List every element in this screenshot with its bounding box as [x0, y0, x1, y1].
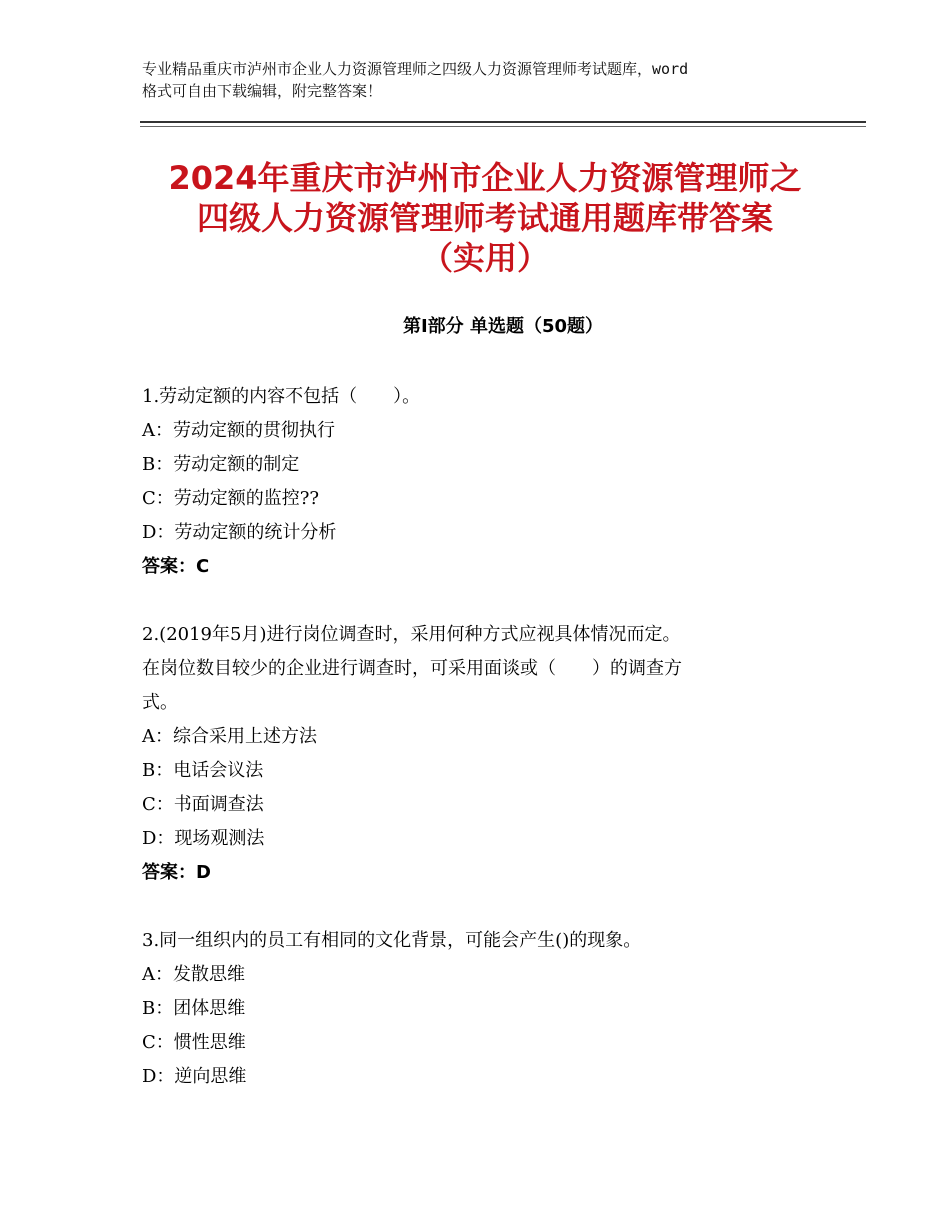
option-b: B：劳动定额的制定 — [142, 454, 300, 475]
document-title — [100, 158, 870, 278]
document-title-line: 2024年重庆市泸州市企业人力资源管理师之 — [168, 159, 802, 197]
answer: 答案：C — [142, 556, 210, 577]
option-a: A：发散思维 — [142, 964, 245, 985]
option-d: D：逆向思维 — [142, 1066, 247, 1087]
question-text: 式。 — [142, 692, 178, 713]
option-d: D：现场观测法 — [142, 828, 265, 849]
option-b: B：团体思维 — [142, 998, 246, 1019]
option-d: D：劳动定额的统计分析 — [142, 522, 337, 543]
section-title: 第Ⅰ部分 单选题（50题） — [402, 316, 603, 337]
option-a: A：劳动定额的贯彻执行 — [142, 420, 335, 441]
question-2 — [142, 618, 842, 890]
header-divider-thin — [140, 126, 866, 127]
document-title-line: 四级人力资源管理师考试通用题库带答案 — [196, 199, 773, 237]
option-c: C：书面调查法 — [142, 794, 264, 815]
question-3 — [142, 924, 842, 1094]
question-1 — [142, 380, 842, 584]
header-note-line: 格式可自由下载编辑，附完整答案！ — [142, 82, 383, 100]
option-a: A：综合采用上述方法 — [142, 726, 317, 747]
answer: 答案：D — [142, 862, 211, 883]
header-divider-thick — [140, 121, 866, 123]
question-text: 1.劳动定额的内容不包括（ ）。 — [142, 386, 421, 407]
option-c: C：劳动定额的监控?? — [142, 488, 320, 509]
header-note-line: 专业精品重庆市泸州市企业人力资源管理师之四级人力资源管理师考试题库，word — [142, 60, 689, 78]
option-c: C：惯性思维 — [142, 1032, 246, 1053]
header-note — [142, 58, 842, 102]
question-text: 3.同一组织内的员工有相同的文化背景，可能会产生()的现象。 — [142, 930, 642, 951]
option-b: B：电话会议法 — [142, 760, 264, 781]
question-text: 在岗位数目较少的企业进行调查时，可采用面谈或（ ）的调查方 — [142, 658, 682, 679]
question-text: 2.(2019年5月)进行岗位调查时，采用何种方式应视具体情况而定。 — [142, 624, 681, 645]
document-title-line: （实用） — [420, 239, 549, 277]
